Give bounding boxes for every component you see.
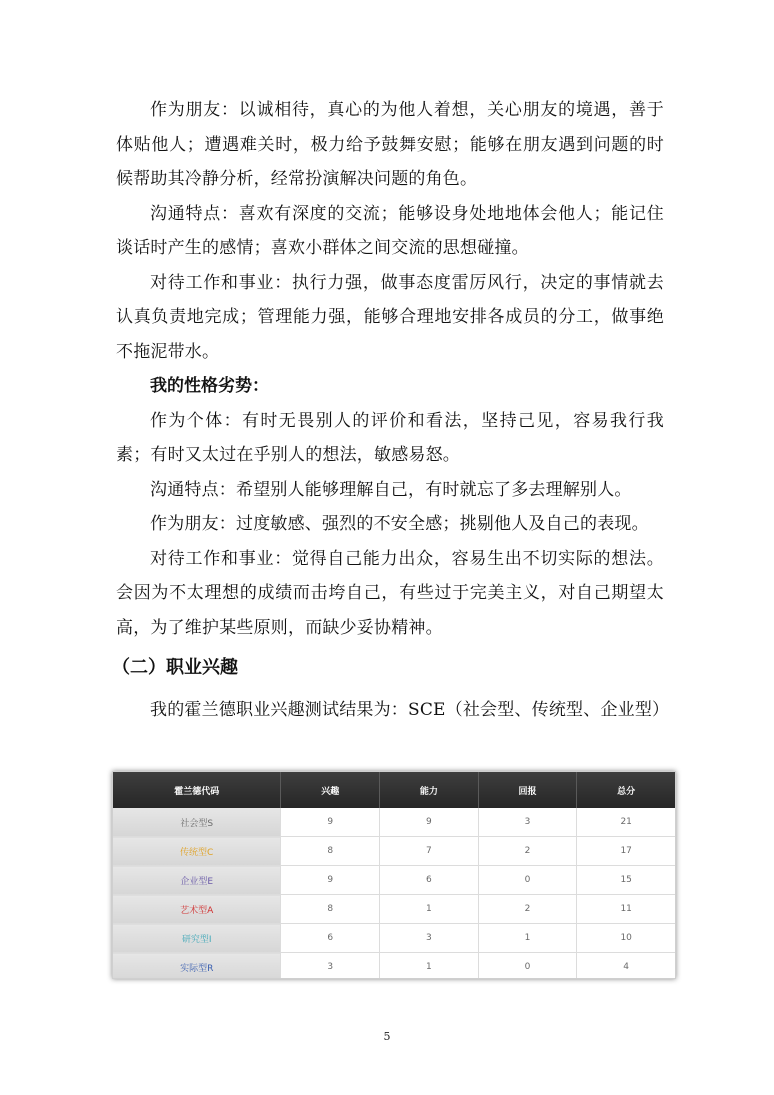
reward-cell: 0 xyxy=(478,953,577,980)
header-ability: 能力 xyxy=(380,772,479,808)
holland-table xyxy=(113,772,675,979)
ability-cell: 3 xyxy=(380,924,479,953)
header-total: 总分 xyxy=(577,772,675,808)
header-reward: 回报 xyxy=(478,772,577,808)
ability-cell: 6 xyxy=(380,866,479,895)
interest-cell: 8 xyxy=(281,837,380,866)
document-body xyxy=(112,93,670,728)
interest-cell: 6 xyxy=(281,924,380,953)
table-row xyxy=(113,895,675,924)
paragraph-weakness-individual: 作为个体：有时无畏别人的评价和看法，坚持己见，容易我行我素；有时又太过在乎别人的想法，敏感易怒。 xyxy=(116,410,664,465)
type-cell: 艺术型A xyxy=(113,895,281,924)
page-number: 5 xyxy=(383,1030,391,1043)
reward-cell: 0 xyxy=(478,866,577,895)
paragraph-weakness-communication: 沟通特点：希望别人能够理解自己，有时就忘了多去理解别人。 xyxy=(150,479,632,500)
paragraph-work: 对待工作和事业：执行力强，做事态度雷厉风行，决定的事情就去认真负责地完成；管理能力强，能够合理地安排各成员的分工，做事绝不拖泥带水。 xyxy=(116,272,664,362)
ability-cell: 1 xyxy=(380,895,479,924)
total-cell: 21 xyxy=(577,808,675,837)
ability-cell: 7 xyxy=(380,837,479,866)
ability-cell: 1 xyxy=(380,953,479,980)
weakness-heading: 我的性格劣势： xyxy=(150,376,269,396)
table-row xyxy=(113,808,675,837)
total-cell: 15 xyxy=(577,866,675,895)
paragraph-communication: 沟通特点：喜欢有深度的交流；能够设身处地地体会他人；能记住谈话时产生的感情；喜欢小群体之间交流的思想碰撞。 xyxy=(116,203,664,258)
type-cell: 传统型C xyxy=(113,837,281,866)
interest-cell: 9 xyxy=(281,808,380,837)
total-cell: 11 xyxy=(577,895,675,924)
reward-cell: 2 xyxy=(478,837,577,866)
reward-cell: 1 xyxy=(478,924,577,953)
reward-cell: 2 xyxy=(478,895,577,924)
type-cell: 企业型E xyxy=(113,866,281,895)
reward-cell: 3 xyxy=(478,808,577,837)
table-row xyxy=(113,866,675,895)
total-cell: 17 xyxy=(577,837,675,866)
header-code: 霍兰德代码 xyxy=(113,772,281,808)
interest-cell: 8 xyxy=(281,895,380,924)
paragraph-weakness-work: 对待工作和事业：觉得自己能力出众，容易生出不切实际的想法。会因为不太理想的成绩而击垮自己，有些过于完美主义，对自己期望太高，为了维护某些原则，而缺少妥协精神。 xyxy=(116,548,664,638)
table-row xyxy=(113,953,675,980)
type-cell: 社会型S xyxy=(113,808,281,837)
paragraph-weakness-friend: 作为朋友：过度敏感、强烈的不安全感；挑剔他人及自己的表现。 xyxy=(150,514,649,534)
holland-result-paragraph: 我的霍兰德职业兴趣测试结果为：SCE（社会型、传统型、企业型） xyxy=(150,700,670,720)
table-row xyxy=(113,924,675,953)
interest-cell: 9 xyxy=(281,866,380,895)
section-title: （二）职业兴趣 xyxy=(112,657,238,678)
header-interest: 兴趣 xyxy=(281,772,380,808)
table-header-row xyxy=(113,772,675,808)
paragraph-as-friend: 作为朋友：以诚相待，真心的为他人着想，关心朋友的境遇，善于体贴他人；遭遇难关时，极力给予鼓舞安慰；能够在朋友遇到问题的时候帮助其冷静分析，经常扮演解决问题的角色。 xyxy=(116,100,664,189)
total-cell: 4 xyxy=(577,953,675,980)
type-cell: 实际型R xyxy=(113,953,281,980)
interest-cell: 3 xyxy=(281,953,380,980)
table-row xyxy=(113,837,675,866)
ability-cell: 9 xyxy=(380,808,479,837)
type-cell: 研究型I xyxy=(113,924,281,953)
holland-table-image xyxy=(112,771,676,979)
total-cell: 10 xyxy=(577,924,675,953)
